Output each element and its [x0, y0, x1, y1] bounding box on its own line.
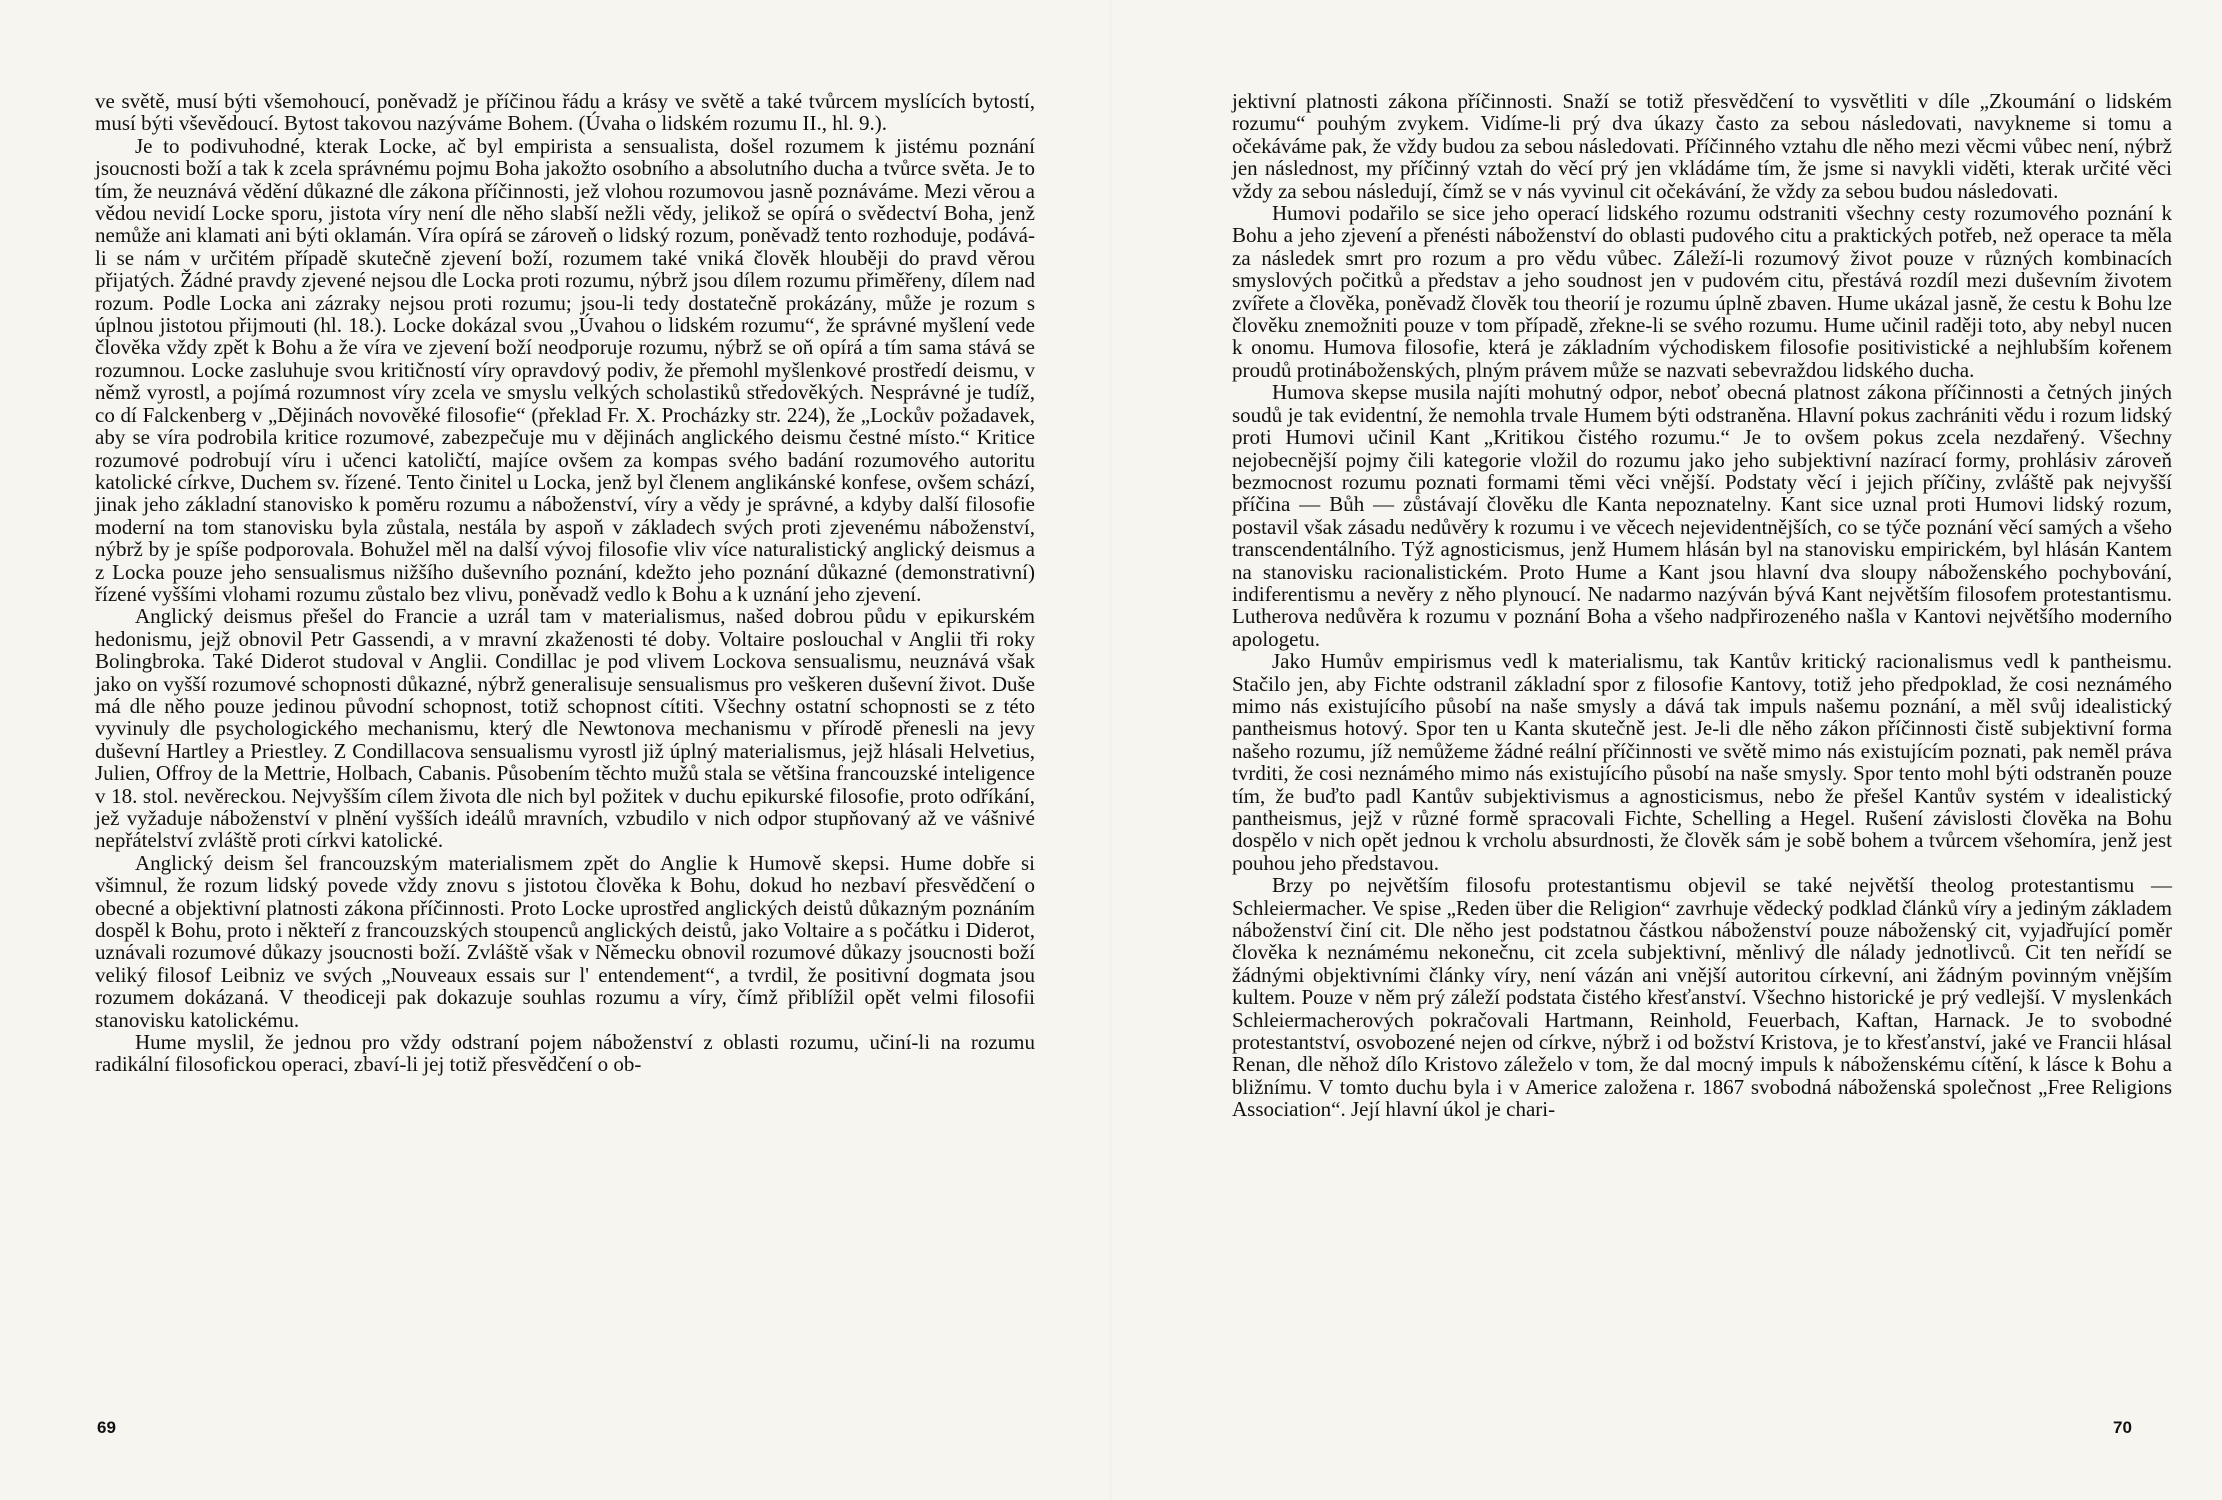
left-paragraph-3: Anglický deismus přešel do Francie a uzrál tam v materialismus, našed dobrou půdu v epikurském hedonismu, jejž obnovil Petr Gassendi, a v mravní zkaženosti té doby. Voltaire poslouchal v Anglii tři roky Bolingbroka. Také Diderot studoval v Anglii. Condillac je pod vlivem Lockova sensualismu, neuznává však jako on vyšší rozumové schopnosti důkazné, nýbrž generalisuje sensualismus pro veškeren duševní život. Duše má dle něho pouze jedinou původní schopnost, totiž schopnost cítiti. Všechny ostatní schopnosti se z této vyvinuly dle psychologického mechanismu, který dle Newtonova mechanismu v přírodě přenesli na jevy duševní Hartley a Priestley. Z Condillacova sensualismu vyrostl již úplný materialismus, jejž hlásali Helvetius, Julien, Offroy de la Mettrie, Holbach, Cabanis. Působením těchto mužů stala se většina francouzské inteligence v 18. stol. nevěreckou. Nejvyšším cílem života dle nich byl požitek v duchu epikurské filosofie, proto odříkání, jež vyžaduje náboženství v plnění vyšších ideálů mravních, vzbudilo v nich odpor stupňovaný až ve vášnivé nepřátelství zvláště proti církvi katolické. — [95, 604, 1035, 853]
right-paragraph-1: jektivní platnosti zákona příčinnosti. Snaží se totiž přesvědčení to vysvětliti v díle „Zkoumání o lidském rozumu“ pouhým zvykem. Vidíme-li prý dva úkazy často za sebou následovati, navykneme si tomu a očekáváme pak, že vždy budou za sebou následovati. Příčinného vztahu dle něho mezi věcmi vůbec není, nýbrž jen následnost, my příčinný vztah do věcí prý jen vkládáme tím, že jsme si navykli viděti, kterak určité věci vždy za sebou následují, čímž se v nás vyvinul cit očekávání, že vždy za sebou budou následovati. — [1232, 89, 2172, 203]
right-paragraph-2: Humovi podařilo se sice jeho operací lidského rozumu odstraniti všechny cesty rozumového poznání k Bohu a jeho zjevení a přenésti náboženství do oblasti pudového citu a praktických potřeb, než operace ta měla za následek smrt pro rozum a pro vědu vůbec. Záleží-li rozumový život pouze v různých kombinacích smyslových počitků a představ a jeho soudnost jen v pudovém citu, přestává rozdíl mezi duševním životem zvířete a člověka, poněvadž člověk tou theorií je rozumu úplně zbaven. Hume ukázal jasně, že cestu k Bohu lze člověku znemožniti pouze v tom případě, zřekne-li se svého rozumu. Hume učinil raději toto, aby nebyl nucen k onomu. Humova filosofie, která je základním východiskem filosofie positivistické a nejhlubším kořenem proudů protináboženských, plným právem může se nazvati sebevraždou lidského ducha. — [1232, 201, 2172, 382]
right-paragraph-5: Brzy po největším filosofu protestantismu objevil se také největší theolog protestantismu — Schleiermacher. Ve spise „Reden über die Religion“ zavrhuje vědecký podklad článků víry a jediným základem náboženství činí cit. Dle něho jest podstatnou částkou náboženství pouze náboženský cit, vyjadřující poměr člověka k neznámému nekonečnu, cit zcela subjektivní, měnlivý dle nálady jednotlivců. Cit ten neřídí se žádnými objektivními články víry, není vázán ani vnější autoritou církevní, ani žádným povinným vnějším kultem. Pouze v něm prý záleží podstata čistého křesťanství. Všechno historické je prý vedlejší. V myslenkách Schleiermacherových pokračovali Hartmann, Reinhold, Feuerbach, Kaftan, Harnack. Je to svobodné protestantství, osvobozené nejen od církve, nýbrž i od božství Kristova, je to křesťanství, jaké ve Francii hlásal Renan, dle něhož dílo Kristovo záleželo v tom, že dal mocný impuls k náboženskému cítění, k lásce k Bohu a bližnímu. V tomto duchu byla i v Americe založena r. 1867 svobodná náboženská společnost „Free Religions Association“. Její hlavní úkol je chari- — [1232, 873, 2172, 1122]
right-page — [1232, 90, 2172, 1470]
book-gutter — [1110, 0, 1112, 1500]
page-number-left: 69 — [97, 1418, 116, 1437]
right-paragraph-4: Jako Humův empirismus vedl k materialismu, tak Kantův kritický racionalismus vedl k pantheismu. Stačilo jen, aby Fichte odstranil základní spor z filosofie Kantovy, totiž jeho předpoklad, že cosi neznámého mimo nás existujícího působí na naše smysly a dává tak impuls našemu poznání, a měl svůj idealistický pantheismus hotový. Spor ten u Kanta skutečně jest. Je-li dle něho zákon příčinnosti čistě subjektivní forma našeho rozumu, jíž nemůžeme žádné reální příčinnosti ve světě mimo nás existujícím poznati, pak neměl práva tvrditi, že cosi neznámého mimo nás existujícího působí na naše smysly. Spor tento mohl býti odstraněn pouze tím, že buďto padl Kantův subjektivismus a agnosticismus, nebo že přešel Kantův systém v idealistický pantheismus, jejž v různé formě spracovali Fichte, Schelling a Hegel. Rušení závislosti člověka na Bohu dospělo v nich opět jednou k vrcholu absurdnosti, že člověk sám je sobě bohem a tvůrcem všehomíra, jenž jest pouhou jeho představou. — [1232, 649, 2172, 875]
right-paragraph-3: Humova skepse musila najíti mohutný odpor, neboť obecná platnost zákona příčinnosti a četných jiných soudů je tak evidentní, že nemohla trvale Humem býti odstraněna. Hlavní pokus zachrániti vědu i rozum lidský proti Humovi učinil Kant „Kritikou čistého rozumu.“ Je to ovšem pokus zcela nezdařený. Všechny nejobecnější pojmy čili kategorie vložil do rozumu jako jeho subjektivní nazírací formy, prohlásiv zároveň bezmocnost rozumu poznati formami těmi věci vnější. Podstaty věcí i jejich příčiny, zvláště pak nejvyšší příčina — Bůh — zůstávají člověku dle Kanta nepoznatelny. Kant sice uznal proti Humovi lidský rozum, postavil však zásadu nedůvěry k rozumu i ve věcech nejevidentnějších, co se týče poznání věcí samých a všeho transcendentálního. Týž agnosticismus, jenž Humem hlásán byl na stanovisku empirickém, byl hlásán Kantem na stanovisku racionalistickém. Proto Hume a Kant jsou hlavní dva sloupy náboženského pochybování, indiferentismu a nevěry z něho plynoucí. Ne nadarmo nazýván bývá Kant největším filosofem protestantismu. Lutherova nedůvěra k rozumu v poznání Boha a všeho nadpřirozeného našla v Kantovi největšího moderního apologetu. — [1232, 380, 2172, 651]
page-number-right: 70 — [2113, 1418, 2132, 1437]
left-page — [95, 90, 1035, 1470]
left-paragraph-2: Je to podivuhodné, kterak Locke, ač byl empirista a sensualista, došel rozumem k jistému poznání jsoucnosti boží a tak k zcela správnému pojmu Boha jakožto osobního a absolutního ducha a tvůrce světa. Je to tím, že neuznává vědění důkazné dle zákona příčinnosti, jež vlohou rozumovou jasně poznáváme. Mezi vĕrou a vědou nevidí Locke sporu, jistota víry není dle něho slabší nežli vědy, jelikož se opírá o svědectví Boha, jenž nemůže ani klamati ani býti oklamán. Víra opírá se zároveň o lidský rozum, poněvadž tento rozhoduje, podává-li se nám v určitém případě skutečně zjevení boží, rozumem také vniká člověk hlouběji do pravd věrou přijatých. Žádné pravdy zjevené nejsou dle Locka proti rozumu, nýbrž jsou dílem rozumu přiměřeny, dílem nad rozum. Podle Locka ani zázraky nejsou proti rozumu; jsou-li tedy dostatečně prokázány, může je rozum s úplnou jistotou přijmouti (hl. 18.). Locke dokázal svou „Úvahou o lidském rozumu“, že správné myšlení vede člověka vždy zpět k Bohu a že víra ve zjevení boží neodporuje rozumu, nýbrž se oň opírá a tím sama stává se rozumnou. Locke zasluhuje svou kritičností víry opravdový podiv, že přemohl myšlenkové prostředí deismu, v němž vyrostl, a pojímá rozumnost víry zcela ve smyslu velkých scholastiků středověkých. Nesprávné je tudíž, co dí Falckenberg v „Dějinách novověké filosofie“ (překlad Fr. X. Procházky str. 224), že „Lockův požadavek, aby se víra podrobila kritice rozumové, zabezpečuje mu v dějinách anglického deismu čestné místo.“ Kritice rozumové podrobují víru i učenci katoličtí, majíce ovšem za kompas svého badání rozumového autoritu katolické církve, Duchem sv. řízené. Tento činitel u Locka, jenž byl členem anglikánské konfese, ovšem schází, jinak jeho základní stanovisko k poměru rozumu a náboženství, víry a vědy je správné, a kdyby další filosofie moderní na tom stanovisku byla zůstala, nestála by aspoň v základech svých proti zjevenému náboženství, nýbrž by je spíše podporovala. Bohužel měl na další vývoj filosofie vliv více naturalistický anglický deismus a z Locka pouze jeho sensualismus nižšího duševního poznání, kdežto jeho poznání důkazné (demonstrativní) řízené vyššími vlohami rozumu zůstalo bez vlivu, poněvadž vedlo k Bohu a k uznání jeho zjevení. — [95, 133, 1035, 606]
left-paragraph-5: Hume myslil, že jednou pro vždy odstraní pojem náboženství z oblasti rozumu, učiní-li na rozumu radikální filosofickou operaci, zbaví-li jej totiž přesvědčení o ob- — [95, 1030, 1035, 1077]
left-paragraph-4: Anglický deism šel francouzským materialismem zpět do Anglie k Humově skepsi. Hume dobře si všimnul, že rozum lidský povede vždy znovu s jistotou člověka k Bohu, dokud ho nezbaví přesvědčení o obecné a objektivní platnosti zákona příčinnosti. Proto Locke uprostřed anglických deistů důkazným poznáním dospěl k Bohu, proto i někteří z francouzských stoupenců anglických deistů, jako Voltaire a s počátku i Diderot, uznávali rozumové důkazy jsoucnosti boží. Zvláště však v Německu obnovil rozumové důkazy jsoucnosti boží veliký filosof Leibniz ve svých „Nouveaux essais sur l' entendement“, a tvrdil, že positivní dogmata jsou rozumem dokázaná. V theodiceji pak dokazuje souhlas rozumu a víry, čímž přiblížil opět velmi filosofii stanovisku katolickému. — [95, 850, 1035, 1032]
left-paragraph-1: ve světě, musí býti všemohoucí, poněvadž je příčinou řádu a krásy ve světě a také tvůrcem myslících bytostí, musí býti vševědoucí. Bytost takovou nazýváme Bohem. (Úvaha o lidském rozumu II., hl. 9.). — [95, 89, 1035, 136]
